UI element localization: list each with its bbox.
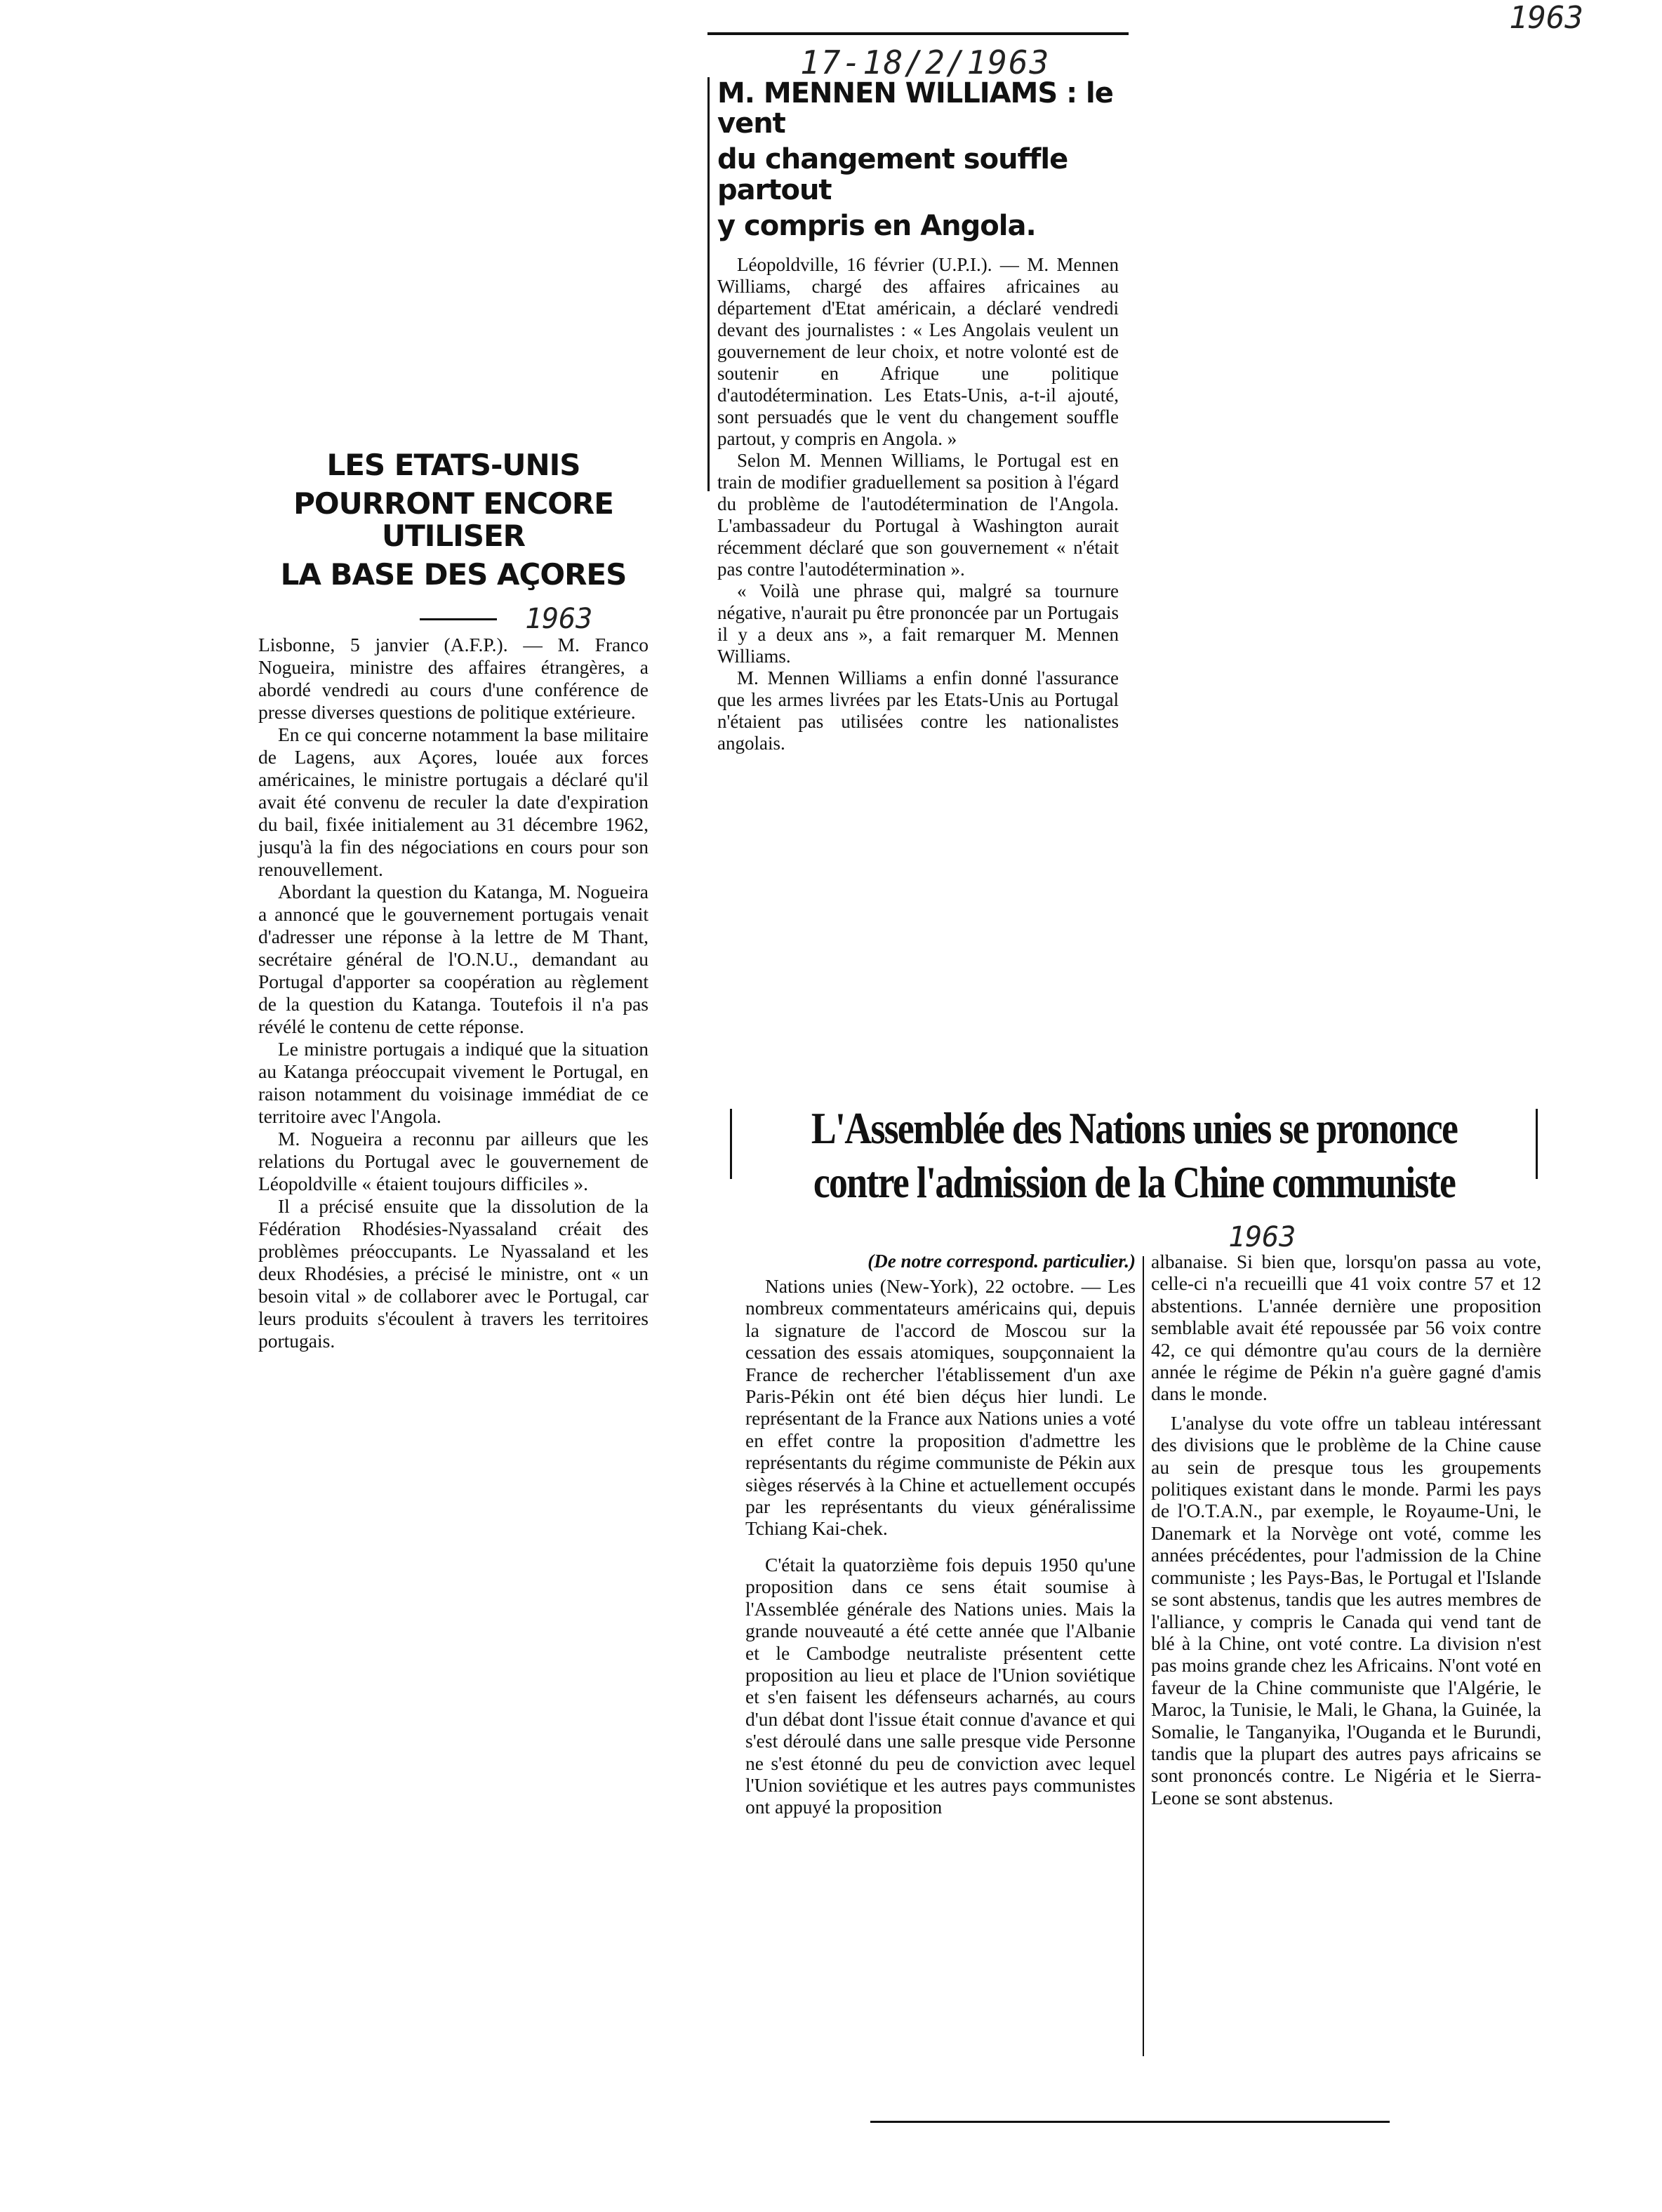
article-bottom-col1 xyxy=(745,1251,1136,1818)
top-rule xyxy=(707,32,1129,35)
paragraph: M. Nogueira a reconnu par ailleurs que les relations du Portugal avec le gouvernement de Léopoldville « étaient toujours difficiles ». xyxy=(258,1128,649,1195)
handwritten-date: 17-18/2/1963 xyxy=(800,44,1051,81)
article-left-body xyxy=(258,634,649,1352)
headline-line: y compris en Angola. xyxy=(717,209,1036,242)
top-left-rule xyxy=(707,77,710,491)
bottom-left-rule xyxy=(730,1109,732,1179)
paragraph: « Voilà une phrase qui, malgré sa tournure négative, n'aurait pu être prononcée par un Portugais il y a deux ans », a fait remarquer M. Mennen Williams. xyxy=(717,580,1119,667)
headline-line: L'Assemblée des Nations unies se prononce xyxy=(811,1103,1458,1153)
handwritten-year-top-right: 1963 xyxy=(1509,0,1583,36)
paragraph: Il a précisé ensuite que la dissolution de la Fédération Rhodésies-Nyassaland créait des problèmes préoccupants. Le Nyassaland et les deux Rhodésies, a précisé le ministre, ont « un besoin vital » de collaborer avec le Portugal, car leurs produits s'écoulent à travers les territoires portugais. xyxy=(258,1195,649,1352)
headline-line: contre l'admission de la Chine communiste xyxy=(813,1157,1456,1207)
paragraph: M. Mennen Williams a enfin donné l'assurance que les armes livrées par les Etats-Unis au Portugal n'étaient pas utilisées contre les nationalistes angolais. xyxy=(717,667,1119,754)
short-rule xyxy=(420,618,497,620)
paragraph: Abordant la question du Katanga, M. Nogueira a annoncé que le gouvernement portugais venait d'adresser une réponse à la lettre de M Thant, secrétaire général de l'O.N.U., demandant au Portugal d'apporter sa coopération au règlement de la question du Katanga. Toutefois il n'a pas révélé le contenu de cette réponse. xyxy=(258,881,649,1038)
paragraph: Léopoldville, 16 février (U.P.I.). — M. Mennen Williams, chargé des affaires africaines au département d'Etat américain, a déclaré vendredi devant des journalistes : « Les Angolais veulent un gouvernement de leur choix, et notre volonté est de soutenir en Afrique une politique d'autodétermination. Les Etats-Unis, a-t-il ajouté, sont persuadés que le vent du changement souffle partout, y compris en Angola. » xyxy=(717,253,1119,449)
headline-line: M. MENNEN WILLIAMS : le vent xyxy=(717,77,1113,140)
paragraph: Selon M. Mennen Williams, le Portugal est en train de modifier graduellement sa position à l'égard du problème de l'autodétermination de l'Angola. L'ambassadeur du Portugal à Washington aurait récemment déclaré que son gouvernement « n'était pas contre l'autodétermination ». xyxy=(717,449,1119,580)
article-bottom-col2 xyxy=(1151,1251,1541,1808)
article-top xyxy=(717,79,1119,754)
article-top-body xyxy=(717,254,1119,754)
paragraph: Lisbonne, 5 janvier (A.F.P.). — M. Franco Nogueira, ministre des affaires étrangères, a abordé vendredi au cours d'une conférence de presse diverses questions de politique extérieure. xyxy=(258,634,649,724)
article-left-headline xyxy=(258,449,649,590)
headline-line: du changement souffle partout xyxy=(717,143,1068,206)
bottom-rule xyxy=(870,2121,1390,2123)
article-top-headline xyxy=(717,79,1119,241)
column-divider xyxy=(1143,1256,1144,2056)
article-bottom-headline xyxy=(736,1102,1533,1210)
article-bottom-col1-body xyxy=(745,1275,1136,1818)
paragraph: L'analyse du vote offre un tableau intéressant des divisions que le problème de la Chine cause au sein de presque tous les groupements politiques existant dans le monde. Parmi les pays de l'O.T.A.N., par exemple, le Royaume-Uni, le Danemark et la Norvège ont voté, comme les années précédentes, pour l'admission de la Chine communiste ; les Pays-Bas, le Portugal et l'Islande se sont abstenus, tandis que les autres membres de l'alliance, y compris le Canada qui vend tant de blé à la Chine, ont voté contre. La division n'est pas moins grande chez les Africains. N'ont voté en faveur de la Chine communiste que l'Algérie, le Maroc, la Tunisie, le Mali, le Ghana, la Guinée, la Somalie, le Tanganyika, l'Ouganda et le Burundi, tandis que la plupart des autres pays africains se sont prononcés contre. Le Nigéria et le Sierra-Leone se sont abstenus. xyxy=(1151,1411,1541,1808)
handwritten-year-left: 1963 xyxy=(525,603,593,636)
paragraph: C'était la quatorzième fois depuis 1950 qu'une proposition dans ce sens était soumise à l'Assemblée générale des Nations unies. Mais la grande nouveauté a été cette année que l'Albanie et le Cambodge neutraliste présentent cette proposition au lieu et place de l'Union soviétique et s'en faisent les défenseurs acharnés, au cours d'un débat dont l'issue était connue d'avance et qui s'est déroulé dans une salle presque vide Personne ne s'est étonné du peu de conviction avec lequel l'Union soviétique et les autres pays communistes ont appuyé la proposition xyxy=(745,1553,1136,1818)
headline-line: POURRONT ENCORE UTILISER xyxy=(293,486,613,553)
article-bottom-col2-body xyxy=(1151,1251,1541,1808)
paragraph: Le ministre portugais a indiqué que la situation au Katanga préoccupait vivement le Portugal, en raison notamment du voisinage immédiat de ce territoire avec l'Angola. xyxy=(258,1038,649,1128)
paragraph: Nations unies (New-York), 22 octobre. — Les nombreux commentateurs américains qui, depuis la signature de l'accord de Moscou sur la cessation des essais atomiques, soupçonnaient la France de rechercher l'établissement d'un axe Paris-Pékin ont été bien déçus hier lundi. Le représentant de la France aux Nations unies a voté en effet contre la proposition d'admettre les représentants du régime communiste de Pékin aux sièges réservés à la Chine et actuellement occupés par les représentants du vieux généralissime Tchiang Kai-chek. xyxy=(745,1275,1136,1540)
article-left xyxy=(258,449,649,1352)
paragraph: En ce qui concerne notamment la base militaire de Lagens, aux Açores, louée aux forces américaines, le ministre portugais a déclaré qu'il avait été convenu de reculer la date d'expiration du bail, fixée initialement au 31 décembre 1962, jusqu'à la fin des négociations en cours pour son renouvellement. xyxy=(258,724,649,881)
bottom-right-rule xyxy=(1536,1109,1538,1179)
paragraph: albanaise. Si bien que, lorsqu'on passa au vote, celle-ci n'a recueilli que 41 voix contre 57 et 12 abstentions. L'année dernière une proposition semblable avait été repoussée par 56 voix contre 42, ce qui démontre qu'au cours de la dernière année le régime de Pékin n'a guère gagné d'amis dans le monde. xyxy=(1151,1251,1541,1405)
handwritten-year-bottom: 1963 xyxy=(1228,1221,1296,1253)
headline-line: LA BASE DES AÇORES xyxy=(280,557,627,592)
headline-line: LES ETATS-UNIS xyxy=(326,448,580,482)
byline: (De notre correspond. particulier.) xyxy=(867,1251,1136,1272)
